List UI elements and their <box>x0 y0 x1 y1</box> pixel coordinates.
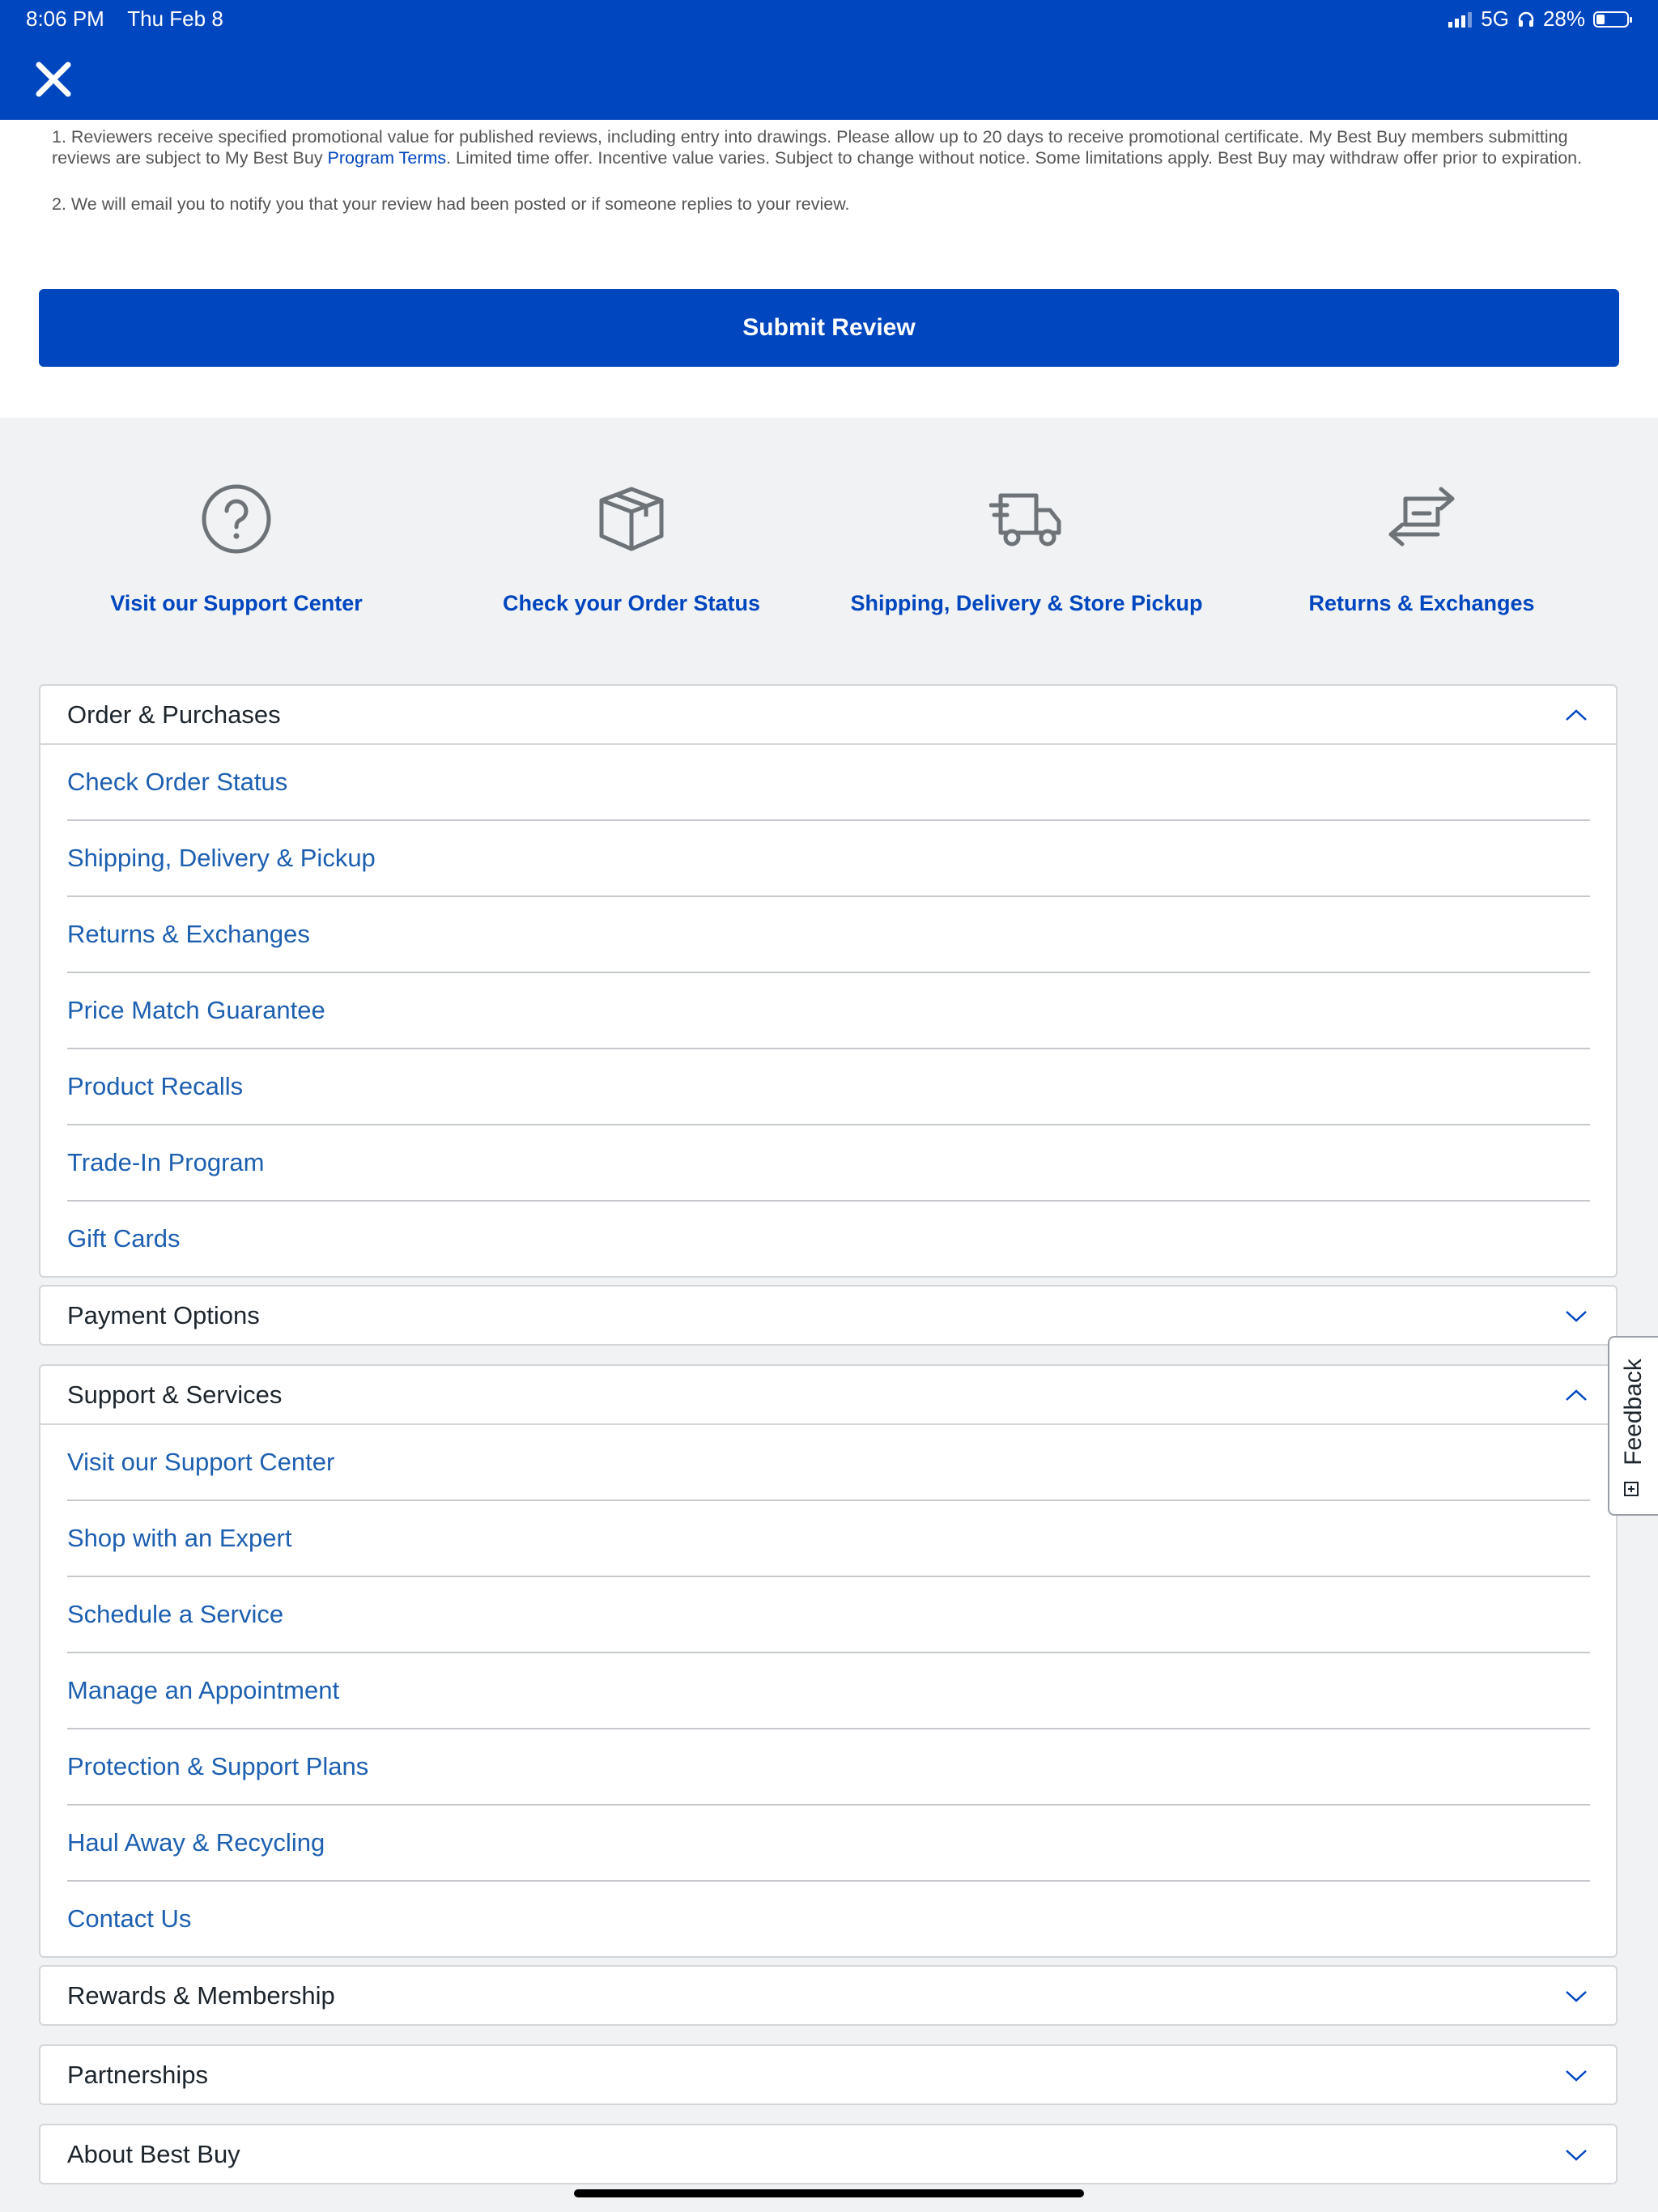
battery-percent: 28% <box>1542 6 1585 31</box>
accordion-rewards-membership <box>39 1965 1618 2026</box>
link-trade-in[interactable]: Trade-In Program <box>67 1125 1590 1202</box>
program-terms-link[interactable]: Program Terms <box>327 148 447 168</box>
chevron-up-icon <box>1564 1388 1588 1402</box>
top-bar <box>0 0 1658 120</box>
feedback-icon <box>1624 1482 1639 1496</box>
accordion-header[interactable] <box>40 1366 1616 1425</box>
quick-link-label: Check your Order Status <box>502 591 761 615</box>
link-haul-away[interactable]: Haul Away & Recycling <box>67 1806 1590 1882</box>
quick-link-label: Visit our Support Center <box>110 591 363 615</box>
chevron-down-icon <box>1564 1308 1588 1323</box>
link-manage-appointment[interactable]: Manage an Appointment <box>67 1653 1590 1729</box>
accordion-list <box>40 745 1616 1276</box>
link-product-recalls[interactable]: Product Recalls <box>67 1049 1590 1125</box>
quick-link-label: Shipping, Delivery & Store Pickup <box>850 591 1203 615</box>
accordion-support-services <box>39 1364 1618 1958</box>
accordion-header[interactable] <box>40 1967 1616 2024</box>
accordion-about-best-buy <box>39 2124 1618 2184</box>
accordion-title: Partnerships <box>67 2060 209 2089</box>
exchange-arrows-icon <box>1384 483 1459 555</box>
link-contact-us[interactable]: Contact Us <box>67 1904 192 1933</box>
chevron-up-icon <box>1564 708 1588 722</box>
quick-link-order-status[interactable] <box>434 483 829 616</box>
signal-icon <box>1448 11 1473 28</box>
terms-item-1 <box>52 126 1598 168</box>
chevron-down-icon <box>1564 2068 1588 2082</box>
link-gift-cards[interactable]: Gift Cards <box>67 1224 181 1253</box>
close-icon <box>32 58 74 100</box>
status-time-text: 8:06 PM <box>26 6 104 31</box>
accordion-title: Order & Purchases <box>67 700 281 729</box>
accordion-header[interactable] <box>40 686 1616 745</box>
link-returns-exchanges[interactable]: Returns & Exchanges <box>67 897 1590 973</box>
link-schedule-service[interactable]: Schedule a Service <box>67 1577 1590 1653</box>
link-shop-with-expert[interactable]: Shop with an Expert <box>67 1501 1590 1577</box>
battery-icon <box>1593 11 1629 28</box>
accordion-payment-options <box>39 1285 1618 1346</box>
chevron-down-icon <box>1564 2147 1588 2162</box>
terms-item-1-text-b: . Limited time offer. Incentive value varies. Subject to change without notice. Some limitations apply. Best Buy may withdraw offer prior to expiration. <box>446 148 1583 168</box>
link-price-match[interactable]: Price Match Guarantee <box>67 973 1590 1049</box>
truck-icon <box>989 483 1064 555</box>
accordion-header[interactable] <box>40 1287 1616 1344</box>
submit-review-button[interactable]: Submit Review <box>39 289 1619 367</box>
accordion-title: Payment Options <box>67 1300 260 1329</box>
terms-text <box>52 126 1598 240</box>
accordion-title: Support & Services <box>67 1380 283 1409</box>
headphones-icon <box>1517 11 1535 28</box>
accordion-header[interactable] <box>40 2125 1616 2183</box>
accordion-order-purchases <box>39 684 1618 1278</box>
status-time <box>26 6 223 32</box>
question-circle-icon <box>200 483 273 555</box>
accordion-title: Rewards & Membership <box>67 1980 335 2010</box>
status-date-text: Thu Feb 8 <box>127 6 223 31</box>
accordion-header[interactable] <box>40 2046 1616 2104</box>
network-label: 5G <box>1481 6 1509 31</box>
link-visit-support-center[interactable]: Visit our Support Center <box>67 1425 1590 1501</box>
accordion-title: About Best Buy <box>67 2139 240 2168</box>
terms-item-1-text-a: 1. Reviewers receive specified promotional value for published reviews, including entry into drawings. Please allow up to 20 days to receive promotional certificate. My Best Buy members submitting reviews are subject to My Best Buy <box>52 127 1568 168</box>
link-protection-plans[interactable]: Protection & Support Plans <box>67 1729 1590 1806</box>
feedback-label: Feedback <box>1620 1359 1647 1465</box>
close-button[interactable] <box>32 58 74 100</box>
accordion-list <box>40 1425 1616 1956</box>
terms-item-2: 2. We will email you to notify you that your review had been posted or if someone replies to your review. <box>52 194 850 214</box>
quick-link-returns[interactable] <box>1224 483 1619 616</box>
status-indicators <box>1448 6 1629 32</box>
link-check-order-status[interactable]: Check Order Status <box>67 745 1590 821</box>
quick-link-shipping[interactable] <box>829 483 1224 616</box>
home-indicator <box>574 2189 1084 2197</box>
chevron-down-icon <box>1564 1989 1588 2003</box>
box-icon <box>595 483 668 555</box>
review-footer <box>0 120 1658 418</box>
link-shipping-delivery-pickup[interactable]: Shipping, Delivery & Pickup <box>67 821 1590 897</box>
accordion-partnerships <box>39 2044 1618 2105</box>
feedback-tab[interactable] <box>1608 1336 1658 1516</box>
quick-link-label: Returns & Exchanges <box>1308 591 1535 615</box>
quick-link-support-center[interactable] <box>39 483 434 616</box>
